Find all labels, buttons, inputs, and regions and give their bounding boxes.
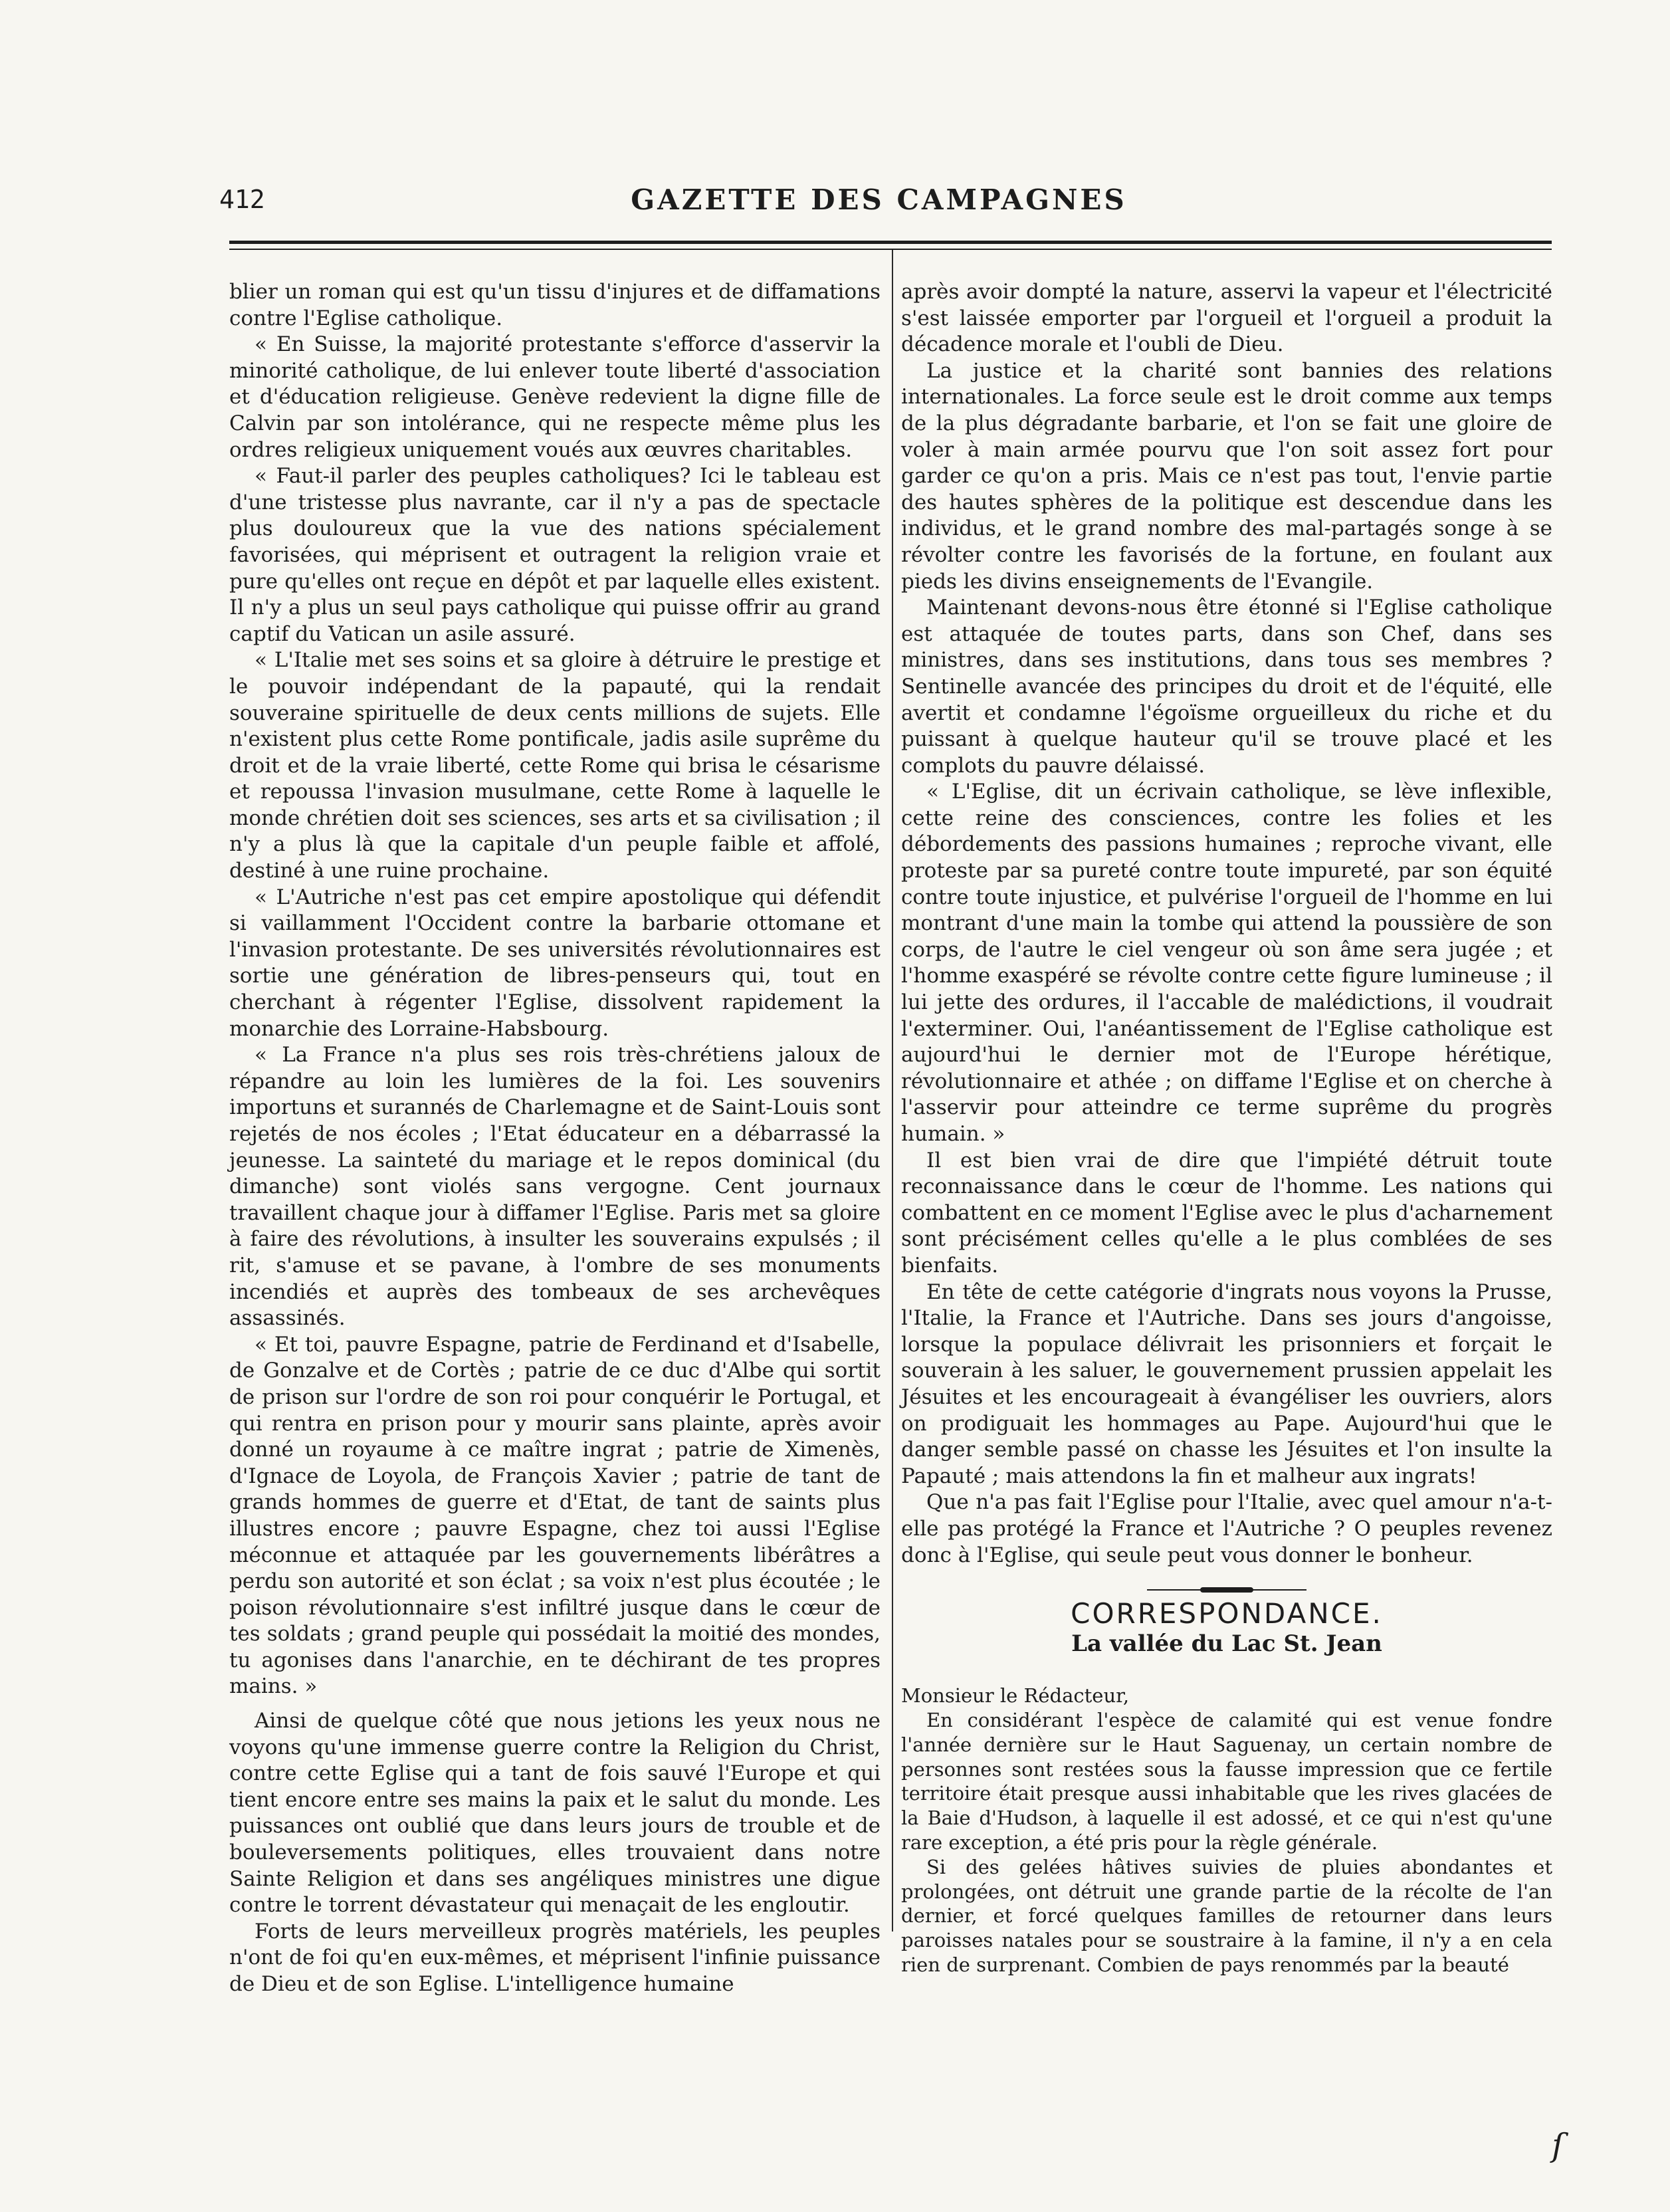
right-column	[901, 279, 1552, 1977]
page-header	[219, 179, 1538, 219]
article-paragraph: « L'Eglise, dit un écrivain catholique, se lève inflexible, cette reine des consciences, contre les folies et les débordements des passions humaines ; reproche vivant, elle proteste par sa pureté contre toute impureté, par son équité contre toute injustice, et pulvérise l'orgueil de l'homme en lui montrant d'une main la tombe qui attend la poussière de son corps, de l'autre le ciel vengeur où son âme sera jugée ; et l'homme exaspéré se révolte contre cette figure lumineuse ; il lui jette des ordures, il l'accable de malédictions, il voudrait l'exterminer. Oui, l'anéantissement de l'Eglise catholique est aujourd'hui le dernier mot de l'Europe hérétique, révolutionnaire et athée ; on diffame l'Eglise et on cherche à l'asservir pour atteindre ce terme suprême du progrès humain. »	[901, 780, 1552, 1146]
article-paragraph: Que n'a pas fait l'Eglise pour l'Italie, avec quel amour n'a-t-elle pas protégé la France et l'Autriche ? O peuples revenez donc à l'Eglise, qui seule peut vous donner le bonheur.	[901, 1490, 1552, 1567]
article-paragraph: En tête de cette catégorie d'ingrats nous voyons la Prusse, l'Italie, la France et l'Autriche. Dans ses jours d'angoisse, lorsque la populace délivrait les prisonniers et forçait le souverain à les saluer, le gouvernement prussien appelait les Jésuites et les encourageait à évangéliser les ouvriers, alors on prodiguait les hommages au Pape. Aujourd'hui que le danger semble passé on chasse les Jésuites et l'on insulte la Papauté ; mais attendons la fin et malheur aux ingrats!	[901, 1279, 1552, 1488]
printer-mark: ſ	[1552, 2127, 1564, 2164]
journal-title: GAZETTE DES CAMPAGNES	[631, 183, 1127, 216]
article-paragraph: Forts de leurs merveilleux progrès matériels, les peuples n'ont de foi qu'en eux-mêmes, et méprisent l'infinie puissance de Dieu et de son Eglise. L'intelligence humaine	[229, 1919, 881, 1996]
section-ornament-rule	[1147, 1587, 1306, 1593]
letter-paragraph: Si des gelées hâtives suivies de pluies abondantes et prolongées, ont détruit une grande partie de la récolte de l'an dernier, et forcé quelques familles de retourner dans leurs paroisses natales pour se soustraire à la famine, il n'y a en cela rien de surprenant. Combien de pays renommés par la beauté	[901, 1855, 1552, 1977]
article-paragraph: Maintenant devons-nous être étonné si l'Eglise catholique est attaquée de toutes parts, dans son Chef, dans ses ministres, dans ses institutions, dans tous ses membres ? Sentinelle avancée des principes du droit et de l'équité, elle avertit et condamne l'égoïsme orgueilleux du riche et du puissant à quelque hauteur qu'il se trouve placé et les complots du pauvre délaissé.	[901, 596, 1552, 778]
left-column	[229, 279, 881, 1998]
header-rule-thick	[229, 241, 1552, 244]
article-paragraph: blier un roman qui est qu'un tissu d'injures et de diffamations contre l'Eglise catholique.	[229, 280, 881, 330]
correspondance-subheading: La vallée du Lac St. Jean	[1071, 1630, 1382, 1657]
article-paragraph: après avoir dompté la nature, asservi la vapeur et l'électricité s'est laissée emporter par l'orgueil et l'orgueil a produit la décadence morale et l'oubli de Dieu.	[901, 280, 1552, 357]
column-divider	[892, 250, 893, 1932]
article-paragraph: Ainsi de quelque côté que nous jetions les yeux nous ne voyons qu'une immense guerre contre la Religion du Christ, contre cette Eglise qui a tant de fois sauvé l'Europe et qui tient encore entre ses mains la paix et le salut du monde. Les puissances ont oublié que dans leurs jours de trouble et de bouleversements politiques, elles trouvaient dans notre Sainte Religion et dans ses angéliques ministres une digue contre le torrent dévastateur qui menaçait de les engloutir.	[229, 1709, 881, 1918]
article-paragraph: « L'Italie met ses soins et sa gloire à détruire le prestige et le pouvoir indépendant de la papauté, qui la rendait souveraine spirituelle de deux cents millions de sujets. Elle n'existent plus cette Rome pontificale, jadis asile suprême du droit et de la vraie liberté, cette Rome qui brisa le césarisme et repoussa l'invasion musulmane, cette Rome à laquelle le monde chrétien doit ses sciences, ses arts et sa civilisation ; il n'y a plus là que la capitale d'un peuple faible et affolé, destiné à une ruine prochaine.	[229, 648, 881, 883]
letter-paragraph: En considérant l'espèce de calamité qui est venue fondre l'année dernière sur le Haut Saguenay, un certain nombre de personnes sont restées sous la fausse impression que ce fertile territoire était presque aussi inhabitable que les rives glacées de la Baie d'Hudson, à laquelle il est adossé, et ce qui n'est qu'une rare exception, a été pris pour la règle générale.	[901, 1709, 1552, 1854]
article-paragraph: « En Suisse, la majorité protestante s'efforce d'asservir la minorité catholique, de lui enlever toute liberté d'association et d'éducation religieuse. Genève redevient la digne fille de Calvin par son intolérance, qui ne respecte même plus les ordres religieux uniquement voués aux œuvres charitables.	[229, 332, 881, 462]
article-paragraph: « La France n'a plus ses rois très-chrétiens jaloux de répandre au loin les lumières de la foi. Les souvenirs importuns et surannés de Charlemagne et de Saint-Louis sont rejetés de nos écoles ; l'Etat éducateur en a débarrassé la jeunesse. La sainteté du mariage et le repos dominical (du dimanche) sont violés sans vergogne. Cent journaux travaillent chaque jour à diffamer l'Eglise. Paris met sa gloire à faire des révolutions, à insulter les souverains expulsés ; il rit, s'amuse et se pavane, à l'ombre de ses monuments incendiés et auprès des tombeaux de ses archevêques assassinés.	[229, 1043, 881, 1331]
page-number: 412	[219, 185, 265, 214]
header-rule-thin	[229, 249, 1552, 250]
article-paragraph: La justice et la charité sont bannies des relations internationales. La force seule est le droit comme aux temps de la plus dégradante barbarie, et l'on se fait une gloire de voler à main armée pourvu que l'on soit assez fort pour garder ce qu'on a pris. Mais ce n'est pas tout, l'envie partie des hautes sphères de la politique est descendue dans les individus, et le grand nombre des mal-partagés songe à se révolter contre les favorisés de la fortune, en foulant aux pieds les divins enseignements de l'Evangile.	[901, 358, 1552, 594]
correspondance-heading: CORRESPONDANCE.	[1071, 1597, 1383, 1630]
article-paragraph: Il est bien vrai de dire que l'impiété détruit toute reconnaissance dans le cœur de l'homme. Les nations qui combattent en ce moment l'Eglise avec le plus d'acharnement sont précisément celles qu'elle a le plus comblées de ses bienfaits.	[901, 1148, 1552, 1277]
letter-salutation: Monsieur le Rédacteur,	[901, 1684, 1130, 1708]
article-paragraph: « L'Autriche n'est pas cet empire apostolique qui défendit si vaillamment l'Occident contre la barbarie ottomane et l'invasion protestante. De ses universités révolutionnaires est sortie une génération de libres-penseurs qui, tout en cherchant à régenter l'Eglise, dissolvent rapidement la monarchie des Lorraine-Habsbourg.	[229, 885, 881, 1041]
article-paragraph: « Faut-il parler des peuples catholiques? Ici le tableau est d'une tristesse plus navrante, car il n'y a pas de spectacle plus douloureux que la vue des nations spécialement favorisées, qui méprisent et outragent la religion vraie et pure qu'elles ont reçue en dépôt et par laquelle elles existent. Il n'y a plus un seul pays catholique qui puisse offrir au grand captif du Vatican un asile assuré.	[229, 464, 881, 646]
article-paragraph: « Et toi, pauvre Espagne, patrie de Ferdinand et d'Isabelle, de Gonzalve et de Cortès ; patrie de ce duc d'Albe qui sortit de prison sur l'ordre de son roi pour conquérir le Portugal, et qui rentra en prison pour y mourir sans plainte, après avoir donné un royaume à ce maître ingrat ; patrie de Ximenès, d'Ignace de Loyola, de François Xavier ; patrie de tant de grands hommes de guerre et d'Etat, de tant de saints plus illustres encore ; pauvre Espagne, chez toi aussi l'Eglise méconnue et attaquée par les gouvernements libérâtres a perdu son autorité et son éclat ; sa voix n'est plus écoutée ; le poison révolutionnaire s'est infiltré jusque dans le cœur de tes soldats ; grand peuple qui possédait la moitié des mondes, tu agonises dans l'anarchie, en te déchirant de tes propres mains. »	[229, 1332, 881, 1699]
